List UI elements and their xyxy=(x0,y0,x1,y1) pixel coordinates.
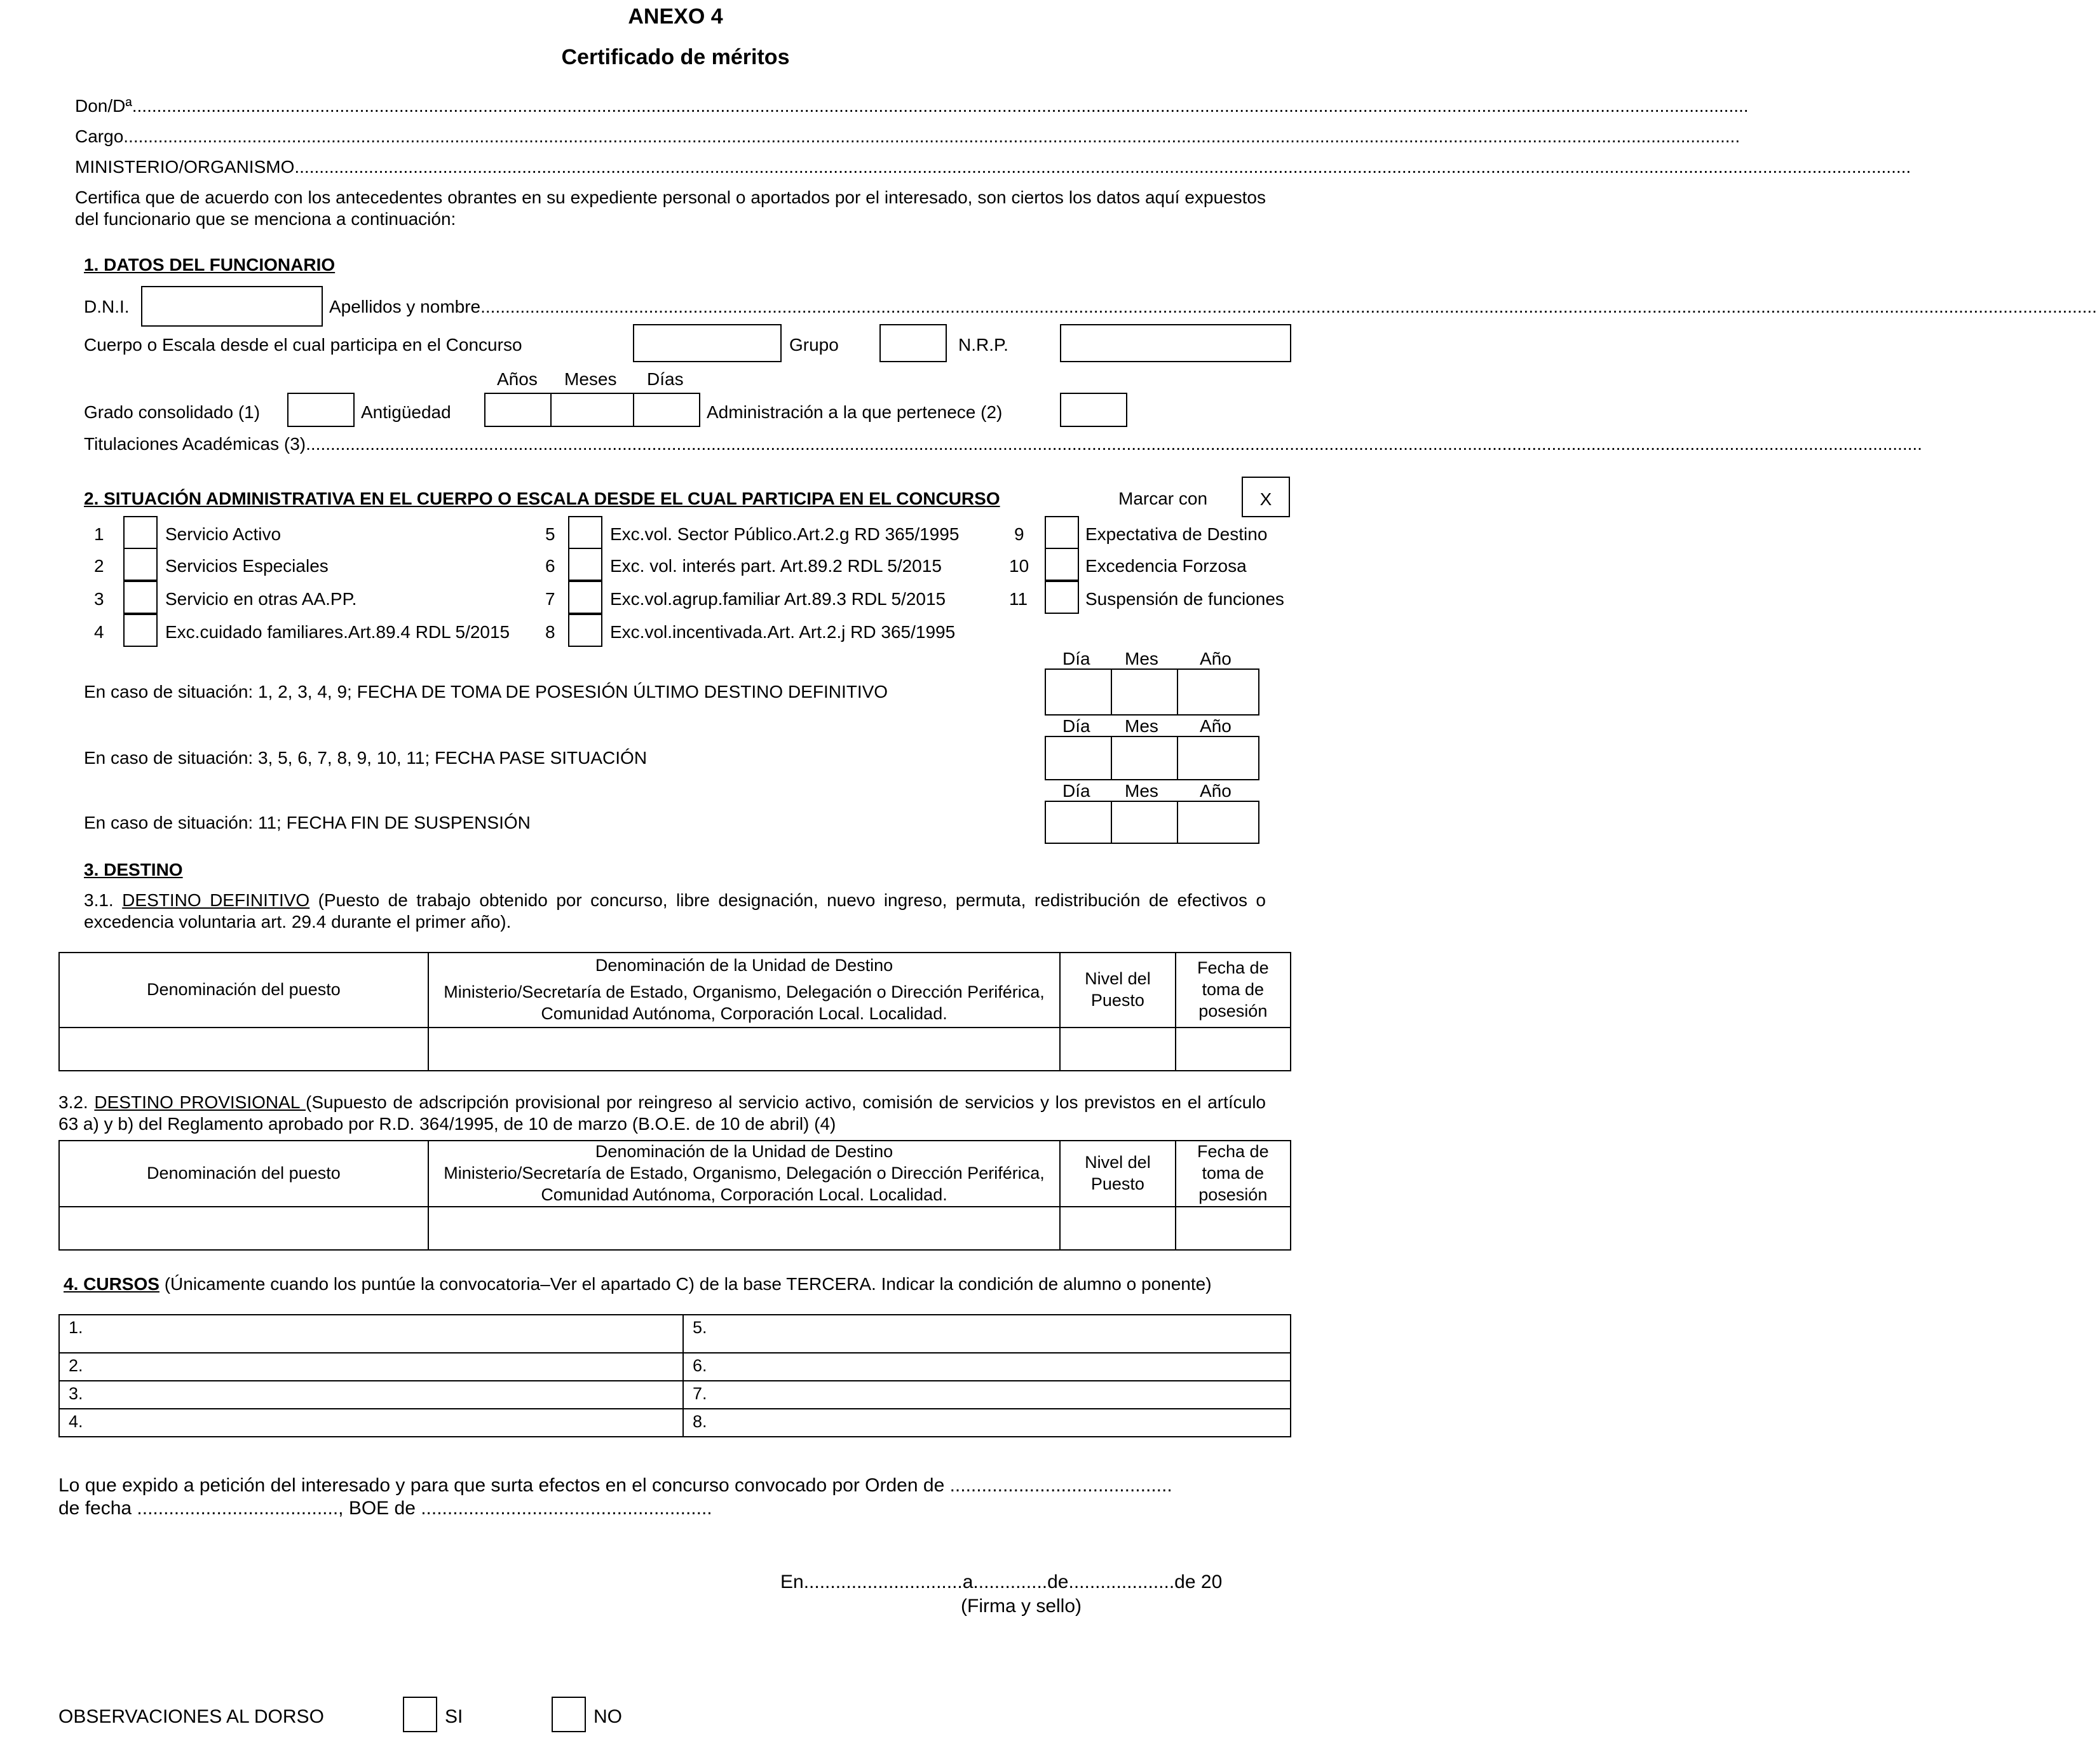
date3-mes-header: Mes xyxy=(1125,781,1158,801)
antiguedad-label: Antigüedad xyxy=(361,402,451,422)
curso-4[interactable]: 4. xyxy=(59,1409,683,1437)
observaciones-si-checkbox[interactable] xyxy=(403,1697,437,1732)
cuerpo-field[interactable] xyxy=(633,324,782,362)
situacion-10-checkbox[interactable] xyxy=(1045,548,1079,581)
section-4-desc: (Únicamente cuando los puntúe la convocatoria–Ver el apartado C) de la base TERCERA. Indicar la condición de alumno o ponente) xyxy=(159,1274,1212,1294)
prov-cell-unidad[interactable] xyxy=(428,1207,1060,1250)
date1-label: En caso de situación: 1, 2, 3, 4, 9; FECHA DE TOMA DE POSESIÓN ÚLTIMO DESTINO DEFINITIVO xyxy=(84,682,888,702)
date2-mes-field[interactable] xyxy=(1111,736,1178,780)
prov-unidad-title: Denominación de la Unidad de Destino xyxy=(595,1142,893,1162)
date1-mes-header: Mes xyxy=(1125,649,1158,668)
closing-line-2: de fecha ......................................, BOE de ....................................................... xyxy=(58,1498,712,1519)
prov-col-denominacion: Denominación del puesto xyxy=(59,1141,428,1207)
date2-ano-header: Año xyxy=(1200,716,1232,736)
certifica-text: Certifica que de acuerdo con los antecedentes obrantes en su expediente personal o aportados por el interesado, son ciertos los datos aquí expuestos del funcionario que se menciona a continuación: xyxy=(75,187,1266,229)
section-4-title: 4. CURSOS xyxy=(64,1274,159,1294)
mark-example-x: X xyxy=(1259,489,1272,509)
curso-1[interactable]: 1. xyxy=(59,1315,683,1353)
nrp-field[interactable] xyxy=(1060,324,1291,362)
situacion-4-num: 4 xyxy=(94,622,104,642)
date3-ano-field[interactable] xyxy=(1177,801,1259,844)
curso-5[interactable]: 5. xyxy=(683,1315,1291,1353)
situacion-2-label: Servicios Especiales xyxy=(165,556,329,576)
situacion-8-label: Exc.vol.incentivada.Art. Art.2.j RD 365/1995 xyxy=(610,622,956,642)
def-col-fecha: Fecha de toma de posesión xyxy=(1176,953,1291,1028)
grado-label: Grado consolidado (1) xyxy=(84,402,261,422)
date2-label: En caso de situación: 3, 5, 6, 7, 8, 9, 10, 11; FECHA PASE SITUACIÓN xyxy=(84,748,648,768)
def-col-denominacion: Denominación del puesto xyxy=(59,953,428,1028)
prov-unidad-desc: Ministerio/Secretaría de Estado, Organismo, Delegación o Dirección Periférica, Comunidad Autónoma, Corporación Local. Localidad. xyxy=(444,1164,1045,1204)
antiguedad-dias-field[interactable] xyxy=(633,393,700,427)
dias-header: Días xyxy=(647,369,684,389)
situacion-3-num: 3 xyxy=(94,589,104,609)
annex-title: ANEXO 4 xyxy=(628,4,723,29)
situacion-5-num: 5 xyxy=(545,524,555,544)
grupo-label: Grupo xyxy=(789,335,839,355)
ministerio-line[interactable] xyxy=(75,156,1911,178)
situacion-10-label: Excedencia Forzosa xyxy=(1085,556,1247,576)
destino-definitivo-text xyxy=(84,890,1266,932)
observaciones-no-checkbox[interactable] xyxy=(552,1697,586,1732)
place-date-line[interactable]: En..............................a..............de....................de 20 xyxy=(780,1571,1223,1592)
prov-col-fecha: Fecha de toma de posesión xyxy=(1176,1141,1291,1207)
situacion-3-checkbox[interactable] xyxy=(123,581,158,614)
situacion-7-label: Exc.vol.agrup.familiar Art.89.3 RDL 5/2015 xyxy=(610,589,946,609)
prov-cell-denominacion[interactable] xyxy=(59,1207,428,1250)
anos-header: Años xyxy=(497,369,538,389)
prov-title: DESTINO PROVISIONAL xyxy=(94,1092,306,1112)
def-unidad-desc: Ministerio/Secretaría de Estado, Organismo, Delegación o Dirección Periférica, Comunidad Autónoma, Corporación Local. Localidad. xyxy=(444,982,1045,1023)
situacion-8-checkbox[interactable] xyxy=(568,614,602,647)
destino-provisional-text xyxy=(58,1092,1266,1134)
firma-label: (Firma y sello) xyxy=(961,1596,1082,1617)
situacion-3-label: Servicio en otras AA.PP. xyxy=(165,589,357,609)
date3-dia-header: Día xyxy=(1062,781,1090,801)
cargo-label: Cargo. xyxy=(75,126,129,146)
cargo-dots: ...................................................................................................................................................................................................................................................................................................................................... xyxy=(128,126,1741,146)
destino-definitivo-table xyxy=(58,952,1291,1071)
situacion-7-num: 7 xyxy=(545,589,555,609)
section-2-title: 2. SITUACIÓN ADMINISTRATIVA EN EL CUERPO O ESCALA DESDE EL CUAL PARTICIPA EN EL CONCURSO xyxy=(84,489,1000,508)
situacion-4-checkbox[interactable] xyxy=(123,614,158,647)
destino-provisional-table xyxy=(58,1140,1291,1251)
date3-label: En caso de situación: 11; FECHA FIN DE SUSPENSIÓN xyxy=(84,813,531,832)
situacion-11-label: Suspensión de funciones xyxy=(1085,589,1284,609)
def-cell-fecha[interactable] xyxy=(1176,1028,1291,1071)
situacion-1-num: 1 xyxy=(94,524,104,544)
section-3-title: 3. DESTINO xyxy=(84,860,183,879)
situacion-4-label: Exc.cuidado familiares.Art.89.4 RDL 5/2015 xyxy=(165,622,510,642)
situacion-6-num: 6 xyxy=(545,556,555,576)
curso-2[interactable]: 2. xyxy=(59,1353,683,1381)
grupo-field[interactable] xyxy=(879,324,947,362)
titulaciones-label: Titulaciones Académicas (3). xyxy=(84,434,311,454)
situacion-8-num: 8 xyxy=(545,622,555,642)
prov-cell-fecha[interactable] xyxy=(1176,1207,1291,1250)
curso-6[interactable]: 6. xyxy=(683,1353,1291,1381)
def-prefix: 3.1. xyxy=(84,890,123,910)
date2-dia-field[interactable] xyxy=(1045,736,1112,780)
date1-mes-field[interactable] xyxy=(1111,668,1178,716)
situacion-10-num: 10 xyxy=(1009,556,1029,576)
def-unidad-title: Denominación de la Unidad de Destino xyxy=(595,956,893,975)
document-title: Certificado de méritos xyxy=(561,45,790,69)
def-col-nivel: Nivel del Puesto xyxy=(1060,953,1175,1028)
dni-label: D.N.I. xyxy=(84,297,130,316)
observaciones-label: OBSERVACIONES AL DORSO xyxy=(58,1706,324,1727)
grado-field[interactable] xyxy=(287,393,355,427)
cargo-line[interactable] xyxy=(75,126,1741,147)
titulaciones-line[interactable] xyxy=(84,433,1922,455)
date1-ano-header: Año xyxy=(1200,649,1232,668)
def-title: DESTINO DEFINITIVO xyxy=(122,890,310,910)
date2-mes-header: Mes xyxy=(1125,716,1158,736)
situacion-5-checkbox[interactable] xyxy=(568,516,602,549)
date2-ano-field[interactable] xyxy=(1177,736,1259,780)
curso-8[interactable]: 8. xyxy=(683,1409,1291,1437)
don-dots: ...................................................................................................................................................................................................................................................................................................................................... xyxy=(137,96,1749,116)
si-label: SI xyxy=(445,1706,463,1727)
section-4-heading xyxy=(64,1273,1212,1295)
don-line[interactable] xyxy=(75,95,1749,117)
situacion-9-checkbox[interactable] xyxy=(1045,516,1079,549)
def-col-unidad xyxy=(428,953,1060,1028)
date3-ano-header: Año xyxy=(1200,781,1232,801)
situacion-1-checkbox[interactable] xyxy=(123,516,158,549)
section-1-title: 1. DATOS DEL FUNCIONARIO xyxy=(84,255,336,275)
apellidos-line[interactable] xyxy=(329,296,2097,318)
dni-field[interactable] xyxy=(141,286,323,327)
situacion-2-num: 2 xyxy=(94,556,104,576)
situacion-11-checkbox[interactable] xyxy=(1045,581,1079,614)
antiguedad-anos-field[interactable] xyxy=(484,393,552,427)
cursos-table xyxy=(58,1314,1291,1437)
date2-dia-header: Día xyxy=(1062,716,1090,736)
administracion-label: Administración a la que pertenece (2) xyxy=(707,402,1003,422)
no-label: NO xyxy=(594,1706,622,1727)
date1-dia-field[interactable] xyxy=(1045,668,1112,716)
prov-col-nivel: Nivel del Puesto xyxy=(1060,1141,1175,1207)
situacion-11-num: 11 xyxy=(1009,589,1028,609)
date3-mes-field[interactable] xyxy=(1111,801,1178,844)
curso-7[interactable]: 7. xyxy=(683,1381,1291,1409)
situacion-7-checkbox[interactable] xyxy=(568,581,602,614)
meses-header: Meses xyxy=(564,369,617,389)
cuerpo-label: Cuerpo o Escala desde el cual participa en el Concurso xyxy=(84,335,522,355)
def-cell-nivel[interactable] xyxy=(1060,1028,1175,1071)
date1-dia-header: Día xyxy=(1062,649,1090,668)
titulaciones-dots: ...................................................................................................................................................................................................................................................................................................................................... xyxy=(310,434,1922,454)
nrp-label: N.R.P. xyxy=(958,335,1008,355)
ministerio-dots: ...................................................................................................................................................................................................................................................................................................................................... xyxy=(299,157,1911,177)
curso-3[interactable]: 3. xyxy=(59,1381,683,1409)
prov-cell-nivel[interactable] xyxy=(1060,1207,1175,1250)
def-desc: (Puesto de trabajo obtenido por concurso, libre designación, nuevo ingreso, permuta, redistribución de efectivos o excedencia voluntaria art. 29.4 durante el primer año). xyxy=(84,890,1266,932)
situacion-9-num: 9 xyxy=(1014,524,1024,544)
antiguedad-meses-field[interactable] xyxy=(550,393,634,427)
situacion-6-checkbox[interactable] xyxy=(568,548,602,581)
ministerio-label: MINISTERIO/ORGANISMO. xyxy=(75,157,300,177)
situacion-2-checkbox[interactable] xyxy=(123,548,158,581)
closing-line-1: Lo que expido a petición del interesado y para que surta efectos en el concurso convocado por Orden de .......................................... xyxy=(58,1475,1172,1496)
situacion-1-label: Servicio Activo xyxy=(165,524,282,544)
mark-example-box xyxy=(1242,477,1290,517)
def-cell-denominacion[interactable] xyxy=(59,1028,428,1071)
don-label: Don/Dª. xyxy=(75,96,137,116)
def-cell-unidad[interactable] xyxy=(428,1028,1060,1071)
prov-desc: (Supuesto de adscripción provisional por reingreso al servicio activo, comisión de servicios y los previstos en el artículo 63 a) y b) del Reglamento aprobado por R.D. 364/1995, de 10 de marzo (B.O.E. de 10 de abril) (4) xyxy=(58,1092,1266,1134)
apellidos-dots: ...................................................................................................................................................................................................................................................................................................................................... xyxy=(485,297,2097,316)
prov-col-unidad xyxy=(428,1141,1060,1207)
administracion-field[interactable] xyxy=(1060,393,1127,427)
marcar-label: Marcar con xyxy=(1118,489,1208,508)
date1-ano-field[interactable] xyxy=(1177,668,1259,716)
situacion-9-label: Expectativa de Destino xyxy=(1085,524,1268,544)
prov-prefix: 3.2. xyxy=(58,1092,95,1112)
date3-dia-field[interactable] xyxy=(1045,801,1112,844)
apellidos-label: Apellidos y nombre. xyxy=(329,297,485,316)
situacion-5-label: Exc.vol. Sector Público.Art.2.g RD 365/1995 xyxy=(610,524,960,544)
situacion-6-label: Exc. vol. interés part. Art.89.2 RDL 5/2015 xyxy=(610,556,942,576)
